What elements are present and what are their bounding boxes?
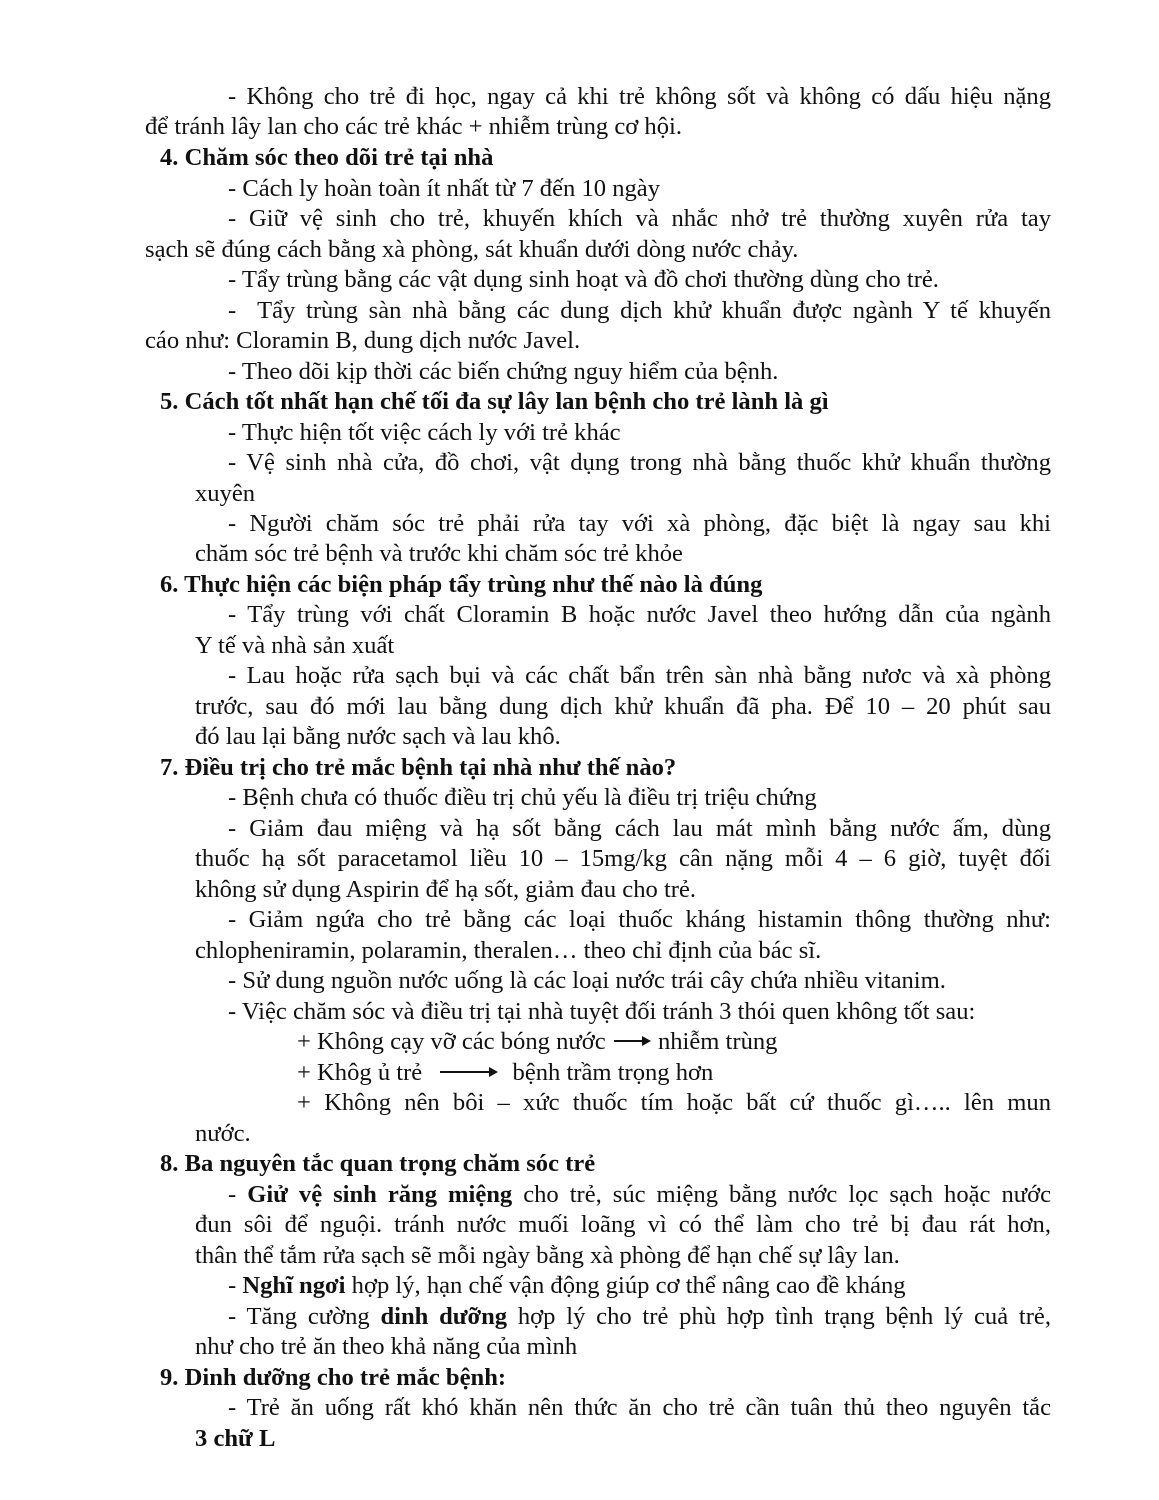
text-segment: cho trẻ, súc miệng bằng nước lọc sạch hoặc nước xyxy=(512,1181,1051,1208)
text-line: - Tẩy trùng sàn nhà bằng các dung dịch khử khuẩn được ngành Y tế khuyến xyxy=(228,297,1051,324)
text-line: - Không cho trẻ đi học, ngay cả khi trẻ không sốt và không có dấu hiệu nặng xyxy=(228,83,1051,110)
text-line: trước, sau đó mới lau bằng dung dịch khử khuẩn đã pha. Để 10 – 20 phút sau xyxy=(195,693,1051,720)
text-line xyxy=(228,1180,1051,1210)
text-line: - Thực hiện tốt việc cách ly với trẻ khác xyxy=(228,419,621,446)
text-segment: hợp lý cho trẻ phù hợp tình trạng bệnh lý cuả trẻ, xyxy=(507,1303,1051,1330)
text-line: - Vệ sinh nhà cửa, đồ chơi, vật dụng trong nhà bằng thuốc khử khuẩn thường xyxy=(228,449,1051,476)
text-line: - Giữ vệ sinh cho trẻ, khuyến khích và nhắc nhở trẻ thường xuyên rửa tay xyxy=(228,205,1051,232)
text-segment: nhiễm trùng xyxy=(657,1028,778,1055)
text-line-with-arrow xyxy=(297,1027,777,1057)
text-line-with-arrow xyxy=(297,1058,713,1088)
heading-section-8: 8. Ba nguyên tắc quan trọng chăm sóc trẻ xyxy=(160,1150,596,1177)
text-line: Y tế và nhà sản xuất xyxy=(195,632,395,659)
text-line: - Lau hoặc rửa sạch bụi và các chất bẩn trên sàn nhà bằng nươc và xà phòng xyxy=(228,662,1051,689)
text-line: - Cách ly hoàn toàn ít nhất từ 7 đến 10 ngày xyxy=(228,175,661,202)
text-line: sạch sẽ đúng cách bằng xà phòng, sát khuẩn dưới dòng nước chảy. xyxy=(145,236,799,263)
text-line: cáo như: Cloramin B, dung dịch nước Javel. xyxy=(145,327,581,354)
text-line: đun sôi để nguội. tránh nước muối loãng vì có thể làm cho trẻ bị đau rát hơn, xyxy=(195,1211,1051,1238)
text-line: chăm sóc trẻ bệnh và trước khi chăm sóc trẻ khỏe xyxy=(195,540,683,567)
text-segment: bệnh trầm trọng hơn xyxy=(512,1059,714,1086)
text-line: - Việc chăm sóc và điều trị tại nhà tuyệt đối tránh 3 thói quen không tốt sau: xyxy=(228,998,976,1025)
text-line: - Bệnh chưa có thuốc điều trị chủ yếu là điều trị triệu chứng xyxy=(228,784,817,811)
text-line: - Người chăm sóc trẻ phải rửa tay với xà phòng, đặc biệt là ngay sau khi xyxy=(228,510,1051,537)
heading-section-4: 4. Chăm sóc theo dõi trẻ tại nhà xyxy=(160,144,494,171)
text-line: thuốc hạ sốt paracetamol liều 10 – 15mg/kg cân nặng mỗi 4 – 6 giờ, tuyệt đối xyxy=(195,845,1051,872)
text-segment: + Khôg ủ trẻ xyxy=(297,1059,423,1086)
text-line: nước. xyxy=(195,1120,251,1147)
text-segment: + Không cạy vỡ các bóng nước xyxy=(297,1028,606,1055)
text-line xyxy=(228,1271,906,1301)
bold-phrase: Nghĩ ngơi xyxy=(242,1272,346,1299)
bold-phrase: dinh dưỡng xyxy=(380,1303,508,1330)
text-line: - Trẻ ăn uống rất khó khăn nên thức ăn cho trẻ cần tuân thủ theo nguyên tắc xyxy=(228,1394,1051,1421)
text-line: như cho trẻ ăn theo khả năng của mình xyxy=(195,1333,578,1360)
text-line: - Sử dung nguồn nước uống là các loại nước trái cây chứa nhiều vitanim. xyxy=(228,967,946,994)
text-segment: - xyxy=(228,1272,243,1299)
text-segment: - xyxy=(228,1181,248,1208)
text-line: không sử dụng Aspirin để hạ sốt, giảm đau cho trẻ. xyxy=(195,876,697,903)
text-line: 3 chữ L xyxy=(195,1425,276,1452)
heading-section-6: 6. Thực hiện các biện pháp tẩy trùng như thế nào là đúng xyxy=(160,571,763,598)
text-line: đó lau lại bằng nước sạch và lau khô. xyxy=(195,723,561,750)
bold-phrase: Giử vệ sinh răng miệng xyxy=(247,1181,513,1208)
arrow-right-icon xyxy=(612,1035,652,1047)
text-line: - Theo dõi kịp thời các biến chứng nguy hiểm của bệnh. xyxy=(228,358,779,385)
text-line xyxy=(228,1302,1051,1332)
text-line: - Giảm ngứa cho trẻ bằng các loại thuốc kháng histamin thông thường như: xyxy=(228,906,1051,933)
text-line: để tránh lây lan cho các trẻ khác + nhiễm trùng cơ hội. xyxy=(145,113,682,140)
text-line: - Tẩy trùng bằng các vật dụng sinh hoạt và đồ chơi thường dùng cho trẻ. xyxy=(228,266,939,293)
text-line: - Giảm đau miệng và hạ sốt bằng cách lau mát mình bằng nước ấm, dùng xyxy=(228,815,1051,842)
text-segment: hợp lý, hạn chế vận động giúp cơ thể nâng cao đề kháng xyxy=(345,1272,906,1299)
text-line: xuyên xyxy=(195,480,256,507)
arrow-right-icon xyxy=(438,1066,500,1078)
text-line: chlopheniramin, polaramin, theralen… theo chỉ định của bác sĩ. xyxy=(195,937,822,964)
heading-section-9: 9. Dinh dưỡng cho trẻ mắc bệnh: xyxy=(160,1364,507,1391)
text-line: + Không nên bôi – xức thuốc tím hoặc bất cứ thuốc gì….. lên mun xyxy=(297,1089,1051,1116)
heading-section-7: 7. Điều trị cho trẻ mắc bệnh tại nhà như thế nào? xyxy=(160,754,677,781)
text-segment: - Tăng cường xyxy=(228,1303,381,1330)
heading-section-5: 5. Cách tốt nhất hạn chế tối đa sự lây lan bệnh cho trẻ lành là gì xyxy=(160,388,829,415)
text-line: thân thể tắm rửa sạch sẽ mỗi ngày bằng xà phòng để hạn chế sự lây lan. xyxy=(195,1242,900,1269)
text-line: - Tẩy trùng với chất Cloramin B hoặc nước Javel theo hướng dẫn của ngành xyxy=(228,601,1051,628)
